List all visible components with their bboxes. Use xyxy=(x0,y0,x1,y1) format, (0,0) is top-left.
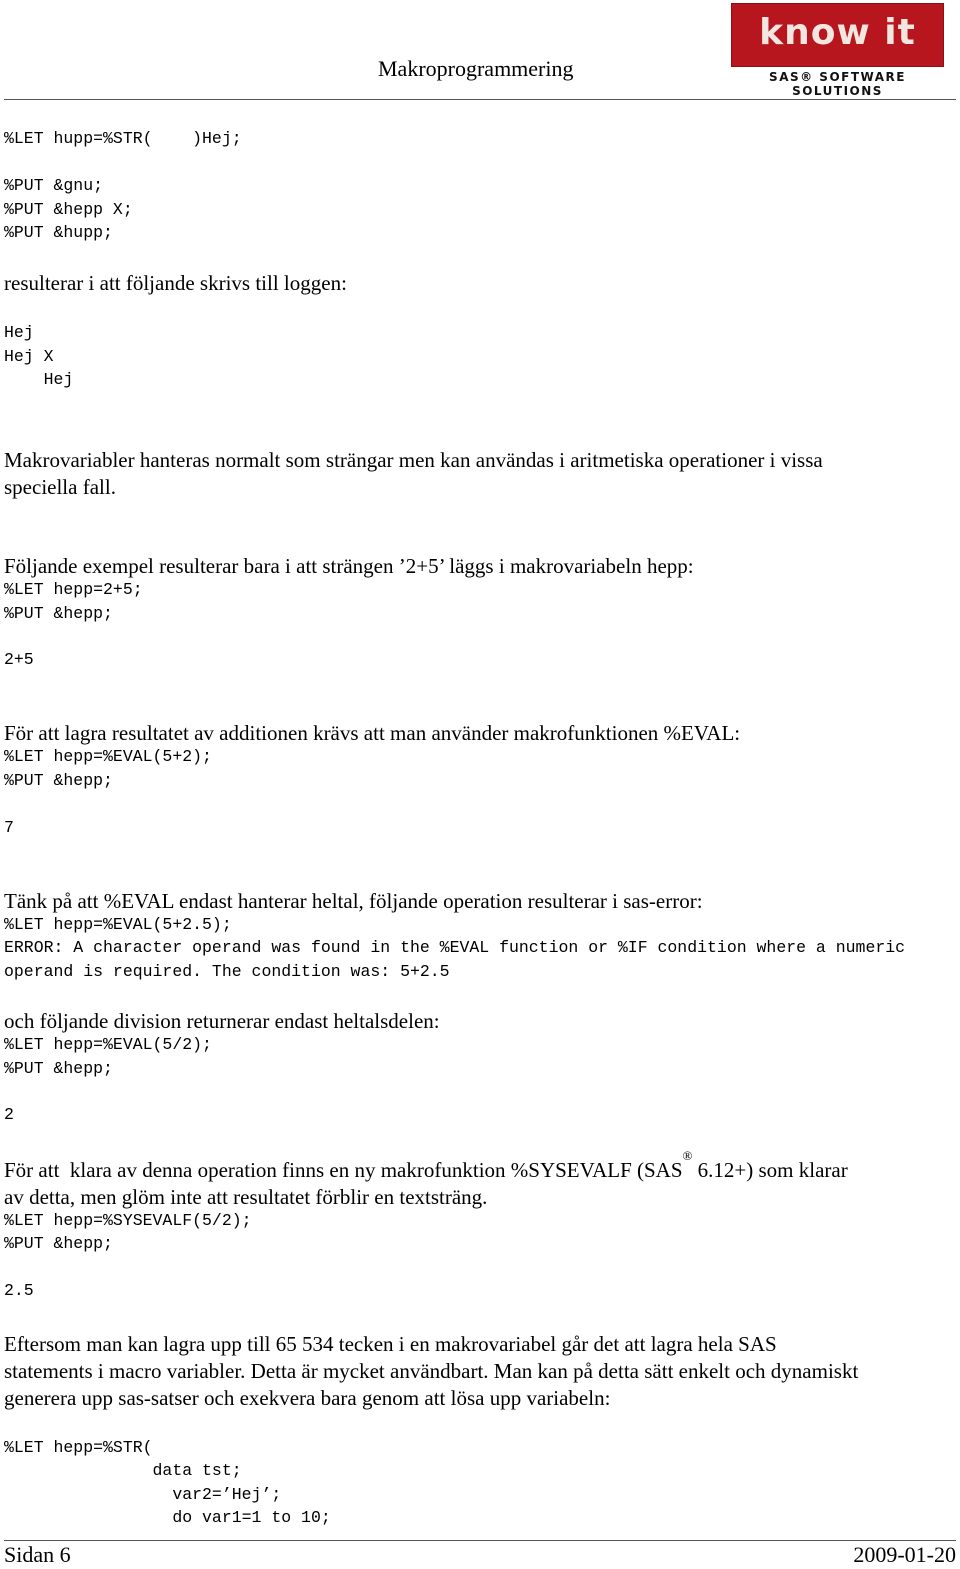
footer-page-number: Sidan 6 xyxy=(4,1542,71,1567)
error-line-2: operand is required. The condition was: 5+2.5 xyxy=(4,962,450,981)
code-put-hepp-x: %PUT &hepp X; xyxy=(4,200,133,219)
log-line-3: Hej xyxy=(4,370,74,389)
code-str-var: var2=’Hej’; xyxy=(4,1485,282,1504)
code-put-gnu: %PUT &gnu; xyxy=(4,176,104,195)
para-store-line-3: generera upp sas-satser och exekvera bara genom att lösa upp variabeln: xyxy=(4,1386,611,1410)
para-sysevalf-line-2: av detta, men glöm inte att resultatet förblir en textsträng. xyxy=(4,1185,488,1209)
code-put-eval: %PUT &hepp; xyxy=(4,771,113,790)
para-makrovar-line-2: speciella fall. xyxy=(4,475,116,499)
out-sum: 2+5 xyxy=(4,650,34,669)
text-result-log: resulterar i att följande skrivs till loggen: xyxy=(4,271,347,295)
code-let-eval: %LET hepp=%EVAL(5+2); xyxy=(4,747,212,766)
para-sysevalf-text-a: För att klara av denna operation finns en ny makrofunktion %SYSEVALF (SAS xyxy=(4,1158,683,1182)
code-put-div: %PUT &hepp; xyxy=(4,1059,113,1078)
code-put-sysevalf: %PUT &hepp; xyxy=(4,1234,113,1253)
para-integer: Tänk på att %EVAL endast hanterar heltal, följande operation resulterar i sas-error: xyxy=(4,889,703,913)
para-division: och följande division returnerar endast heltalsdelen: xyxy=(4,1009,440,1033)
out-div: 2 xyxy=(4,1105,14,1124)
code-let-div: %LET hepp=%EVAL(5/2); xyxy=(4,1035,212,1054)
code-let-sum: %LET hepp=2+5; xyxy=(4,580,143,599)
footer-rule xyxy=(4,1540,956,1541)
para-store-line-2: statements i macro variabler. Detta är mycket användbart. Man kan på detta sätt enkelt och dynamiskt xyxy=(4,1359,859,1383)
para-example: Följande exempel resulterar bara i att strängen ’2+5’ läggs i makrovariabeln hepp: xyxy=(4,554,694,578)
code-str-data: data tst; xyxy=(4,1461,242,1480)
para-sysevalf-line-1 xyxy=(4,1148,848,1184)
know-it-logo xyxy=(731,3,944,98)
para-eval: För att lagra resultatet av additionen krävs att man använder makrofunktionen %EVAL: xyxy=(4,721,741,745)
para-store-line-1: Eftersom man kan lagra upp till 65 534 tecken i en makrovariabel går det att lagra hela SAS xyxy=(4,1332,777,1356)
log-line-2: Hej X xyxy=(4,347,54,366)
header-rule xyxy=(4,99,956,100)
footer-date: 2009-01-20 xyxy=(853,1542,956,1567)
logo-subtitle: SAS® SOFTWARE SOLUTIONS xyxy=(769,70,906,98)
code-put-sum: %PUT &hepp; xyxy=(4,604,113,623)
registered-mark: ® xyxy=(682,1148,693,1163)
code-let-sysevalf: %LET hepp=%SYSEVALF(5/2); xyxy=(4,1211,252,1230)
code-let-float: %LET hepp=%EVAL(5+2.5); xyxy=(4,915,232,934)
para-sysevalf-text-b: 6.12+) som klarar xyxy=(692,1158,848,1182)
out-eval: 7 xyxy=(4,818,14,837)
code-put-hupp: %PUT &hupp; xyxy=(4,223,113,242)
code-str-do: do var1=1 to 10; xyxy=(4,1508,331,1527)
logo-brand-text: know it xyxy=(759,12,916,53)
code-str-let: %LET hepp=%STR( xyxy=(4,1438,153,1457)
error-line-1: ERROR: A character operand was found in the %EVAL function or %IF condition where a numeric xyxy=(4,938,906,957)
code-let-hupp: %LET hupp=%STR( )Hej; xyxy=(4,129,242,148)
para-makrovar-line-1: Makrovariabler hanteras normalt som strängar men kan användas i aritmetiska operationer i vissa xyxy=(4,448,823,472)
page-header-title: Makroprogrammering xyxy=(378,56,574,81)
log-line-1: Hej xyxy=(4,323,34,342)
out-sysevalf: 2.5 xyxy=(4,1281,34,1300)
